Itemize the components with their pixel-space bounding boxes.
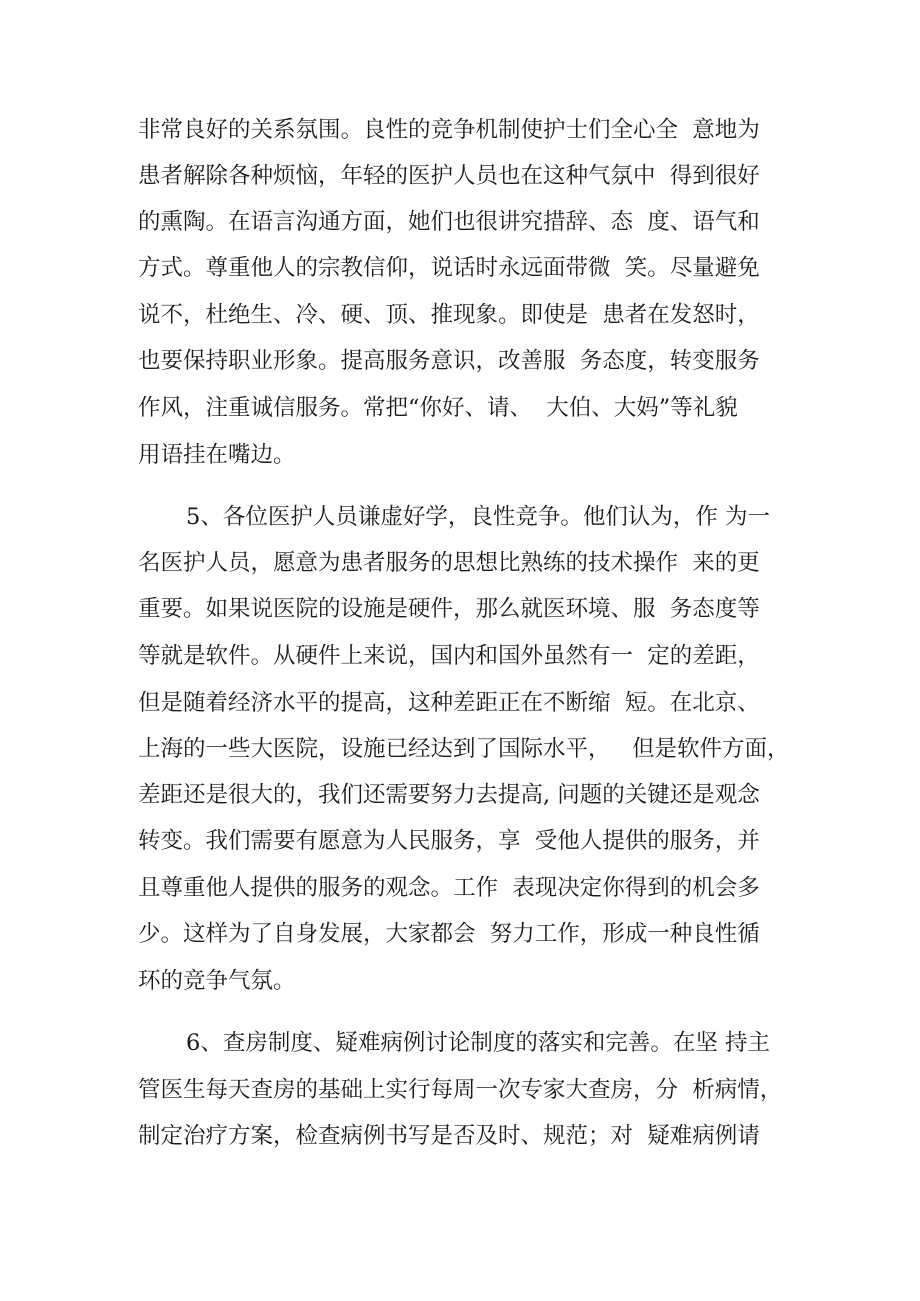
text-line-13: 但是随着经济水平的提高，这种差距正在不断缩 短。在北京、 [138,690,760,716]
text-line-12: 等就是软件。从硬件上来说，国内和国外虽然有一 定的差距， [138,643,760,669]
text-line-17: 且尊重他人提供的服务的观念。工作 表现决定你得到的机会多 [138,875,760,901]
text-line-2: 患者解除各种烦恼，年轻的医护人员也在这种气氛中 得到很好 [138,163,760,189]
text-line-7: 作风，注重诚信服务。常把“你好、请、 大伯、大妈”等礼貌 [138,395,738,421]
text-line-8: 用语挂在嘴边。 [138,442,296,468]
text-line-11: 重要。如果说医院的设施是硬件，那么就医环境、服 务态度等 [138,596,760,622]
text-line-15: 差距还是很大的，我们还需要努力去提高, 问题的关键还是观念 [138,782,760,808]
paragraph-6-first-line: 6、查房制度、疑难病例讨论制度的落实和完善。在坚 持主 [186,1030,770,1056]
text-line-21: 管医生每天查房的基础上实行每周一次专家大查房，分 析病情， [138,1077,783,1103]
text-line-16: 转变。我们需要有愿意为人民服务，享 受他人提供的服务，并 [138,828,760,854]
text-line-10: 名医护人员，愿意为患者服务的思想比熟练的技术操作 来的更 [138,550,760,576]
text-line-1: 非常良好的关系氛围。良性的竞争机制使护士们全心全 意地为 [138,117,760,143]
text-line-5: 说不，杜绝生、冷、硬、顶、推现象。即使是 患者在发怒时， [138,302,760,328]
paragraph-5-first-line: 5、各位医护人员谦虚好学，良性竞争。他们认为，作 为一 [186,504,770,530]
text-line-6: 也要保持职业形象。提高服务意识，改善服 务态度，转变服务 [138,348,760,374]
text-line-19: 环的竞争气氛。 [138,968,296,994]
text-line-3: 的熏陶。在语言沟通方面，她们也很讲究措辞、态 度、语气和 [138,209,760,235]
text-line-4: 方式。尊重他人的宗教信仰，说话时永远面带微 笑。尽量避免 [138,255,760,281]
text-line-14: 上海的一些大医院，设施已经达到了国际水平， 但是软件方面， [138,736,790,762]
text-line-22: 制定治疗方案，检查病例书写是否及时、规范；对 疑难病例请 [138,1123,760,1149]
text-line-18: 少。这样为了自身发展，大家都会 努力工作，形成一种良性循 [138,921,760,947]
